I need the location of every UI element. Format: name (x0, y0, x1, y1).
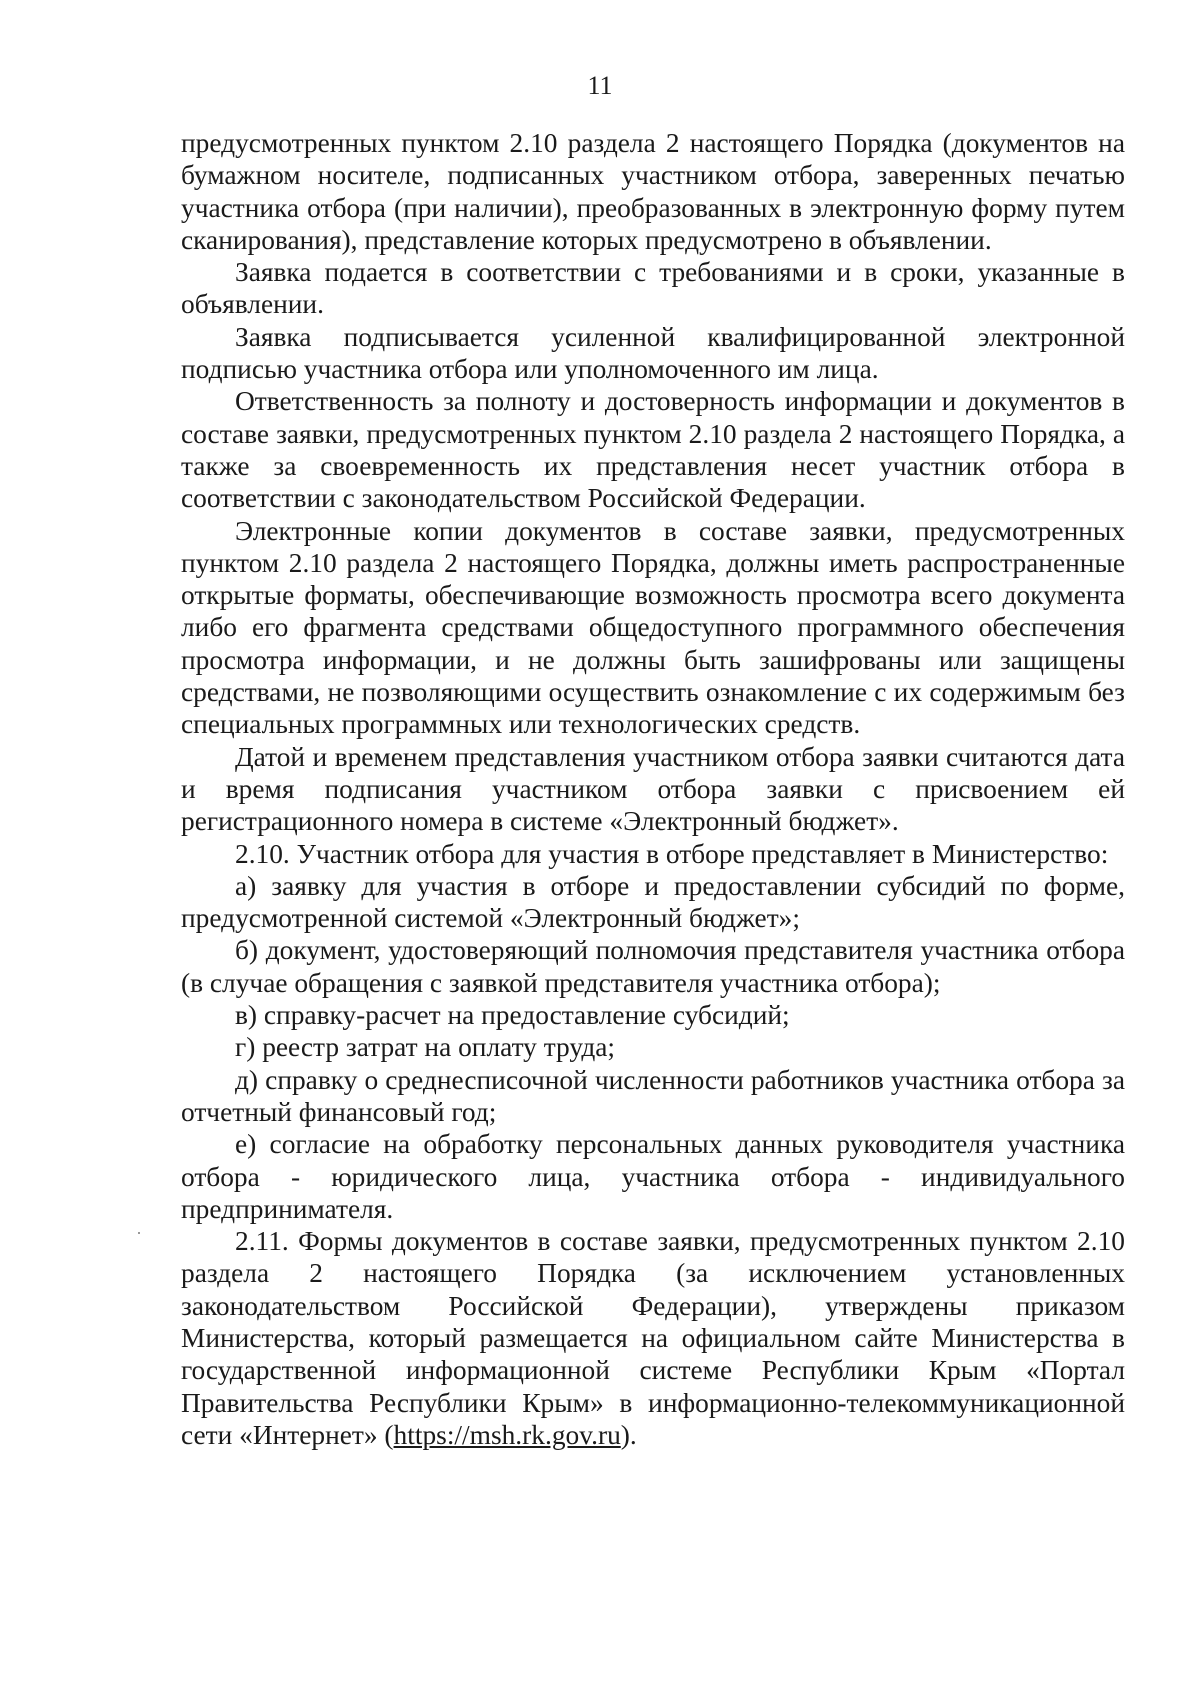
paragraph-continuation: предусмотренных пунктом 2.10 раздела 2 настоящего Порядка (документов на бумажном носителе, подписанных участником отбора, заверенных печатью участника отбора (при наличии), преобразованных в электронную форму путем сканирования), представление которых предусмотрено в объявлении. (181, 128, 1125, 255)
paragraph-electronic-copies: Электронные копии документов в составе заявки, предусмотренных пунктом 2.10 раздела 2 настоящего Порядка, должны иметь распространенные открытые форматы, обеспечивающие возможность просмотра всего документа либо его фрагмента средствами общедоступного программного обеспечения просмотра информации, и не должны быть зашифрованы или защищены средствами, не позволяющими осуществить ознакомление с их содержимым без специальных программных или технологических средств. (181, 515, 1125, 740)
document-body (181, 127, 1125, 1451)
paragraph-submission-date: Датой и временем представления участником отбора заявки считаются дата и время подписания участником отбора заявки с присвоением ей регистрационного номера в системе «Электронный бюджет». (181, 741, 1125, 837)
paragraph-submission-terms: Заявка подается в соответствии с требованиями и в сроки, указанные в объявлении. (181, 257, 1125, 320)
margin-speck (138, 1232, 140, 1234)
paragraph-responsibility: Ответственность за полноту и достоверность информации и документов в составе заявки, предусмотренных пунктом 2.10 раздела 2 настоящего Порядка, а также за своевременность их представления несет участник отбора в соответствии с законодательством Российской Федерации. (181, 386, 1125, 514)
page-number: 11 (587, 71, 613, 100)
list-item-d: д) справку о среднесписочной численности работников участника отбора за отчетный финансовый год; (181, 1064, 1125, 1127)
paragraph-signature: Заявка подписывается усиленной квалифицированной электронной подписью участника отбора или уполномоченного им лица. (181, 321, 1125, 385)
list-item-e: е) согласие на обработку персональных данных руководителя участника отбора - юридического лица, участника отбора - индивидуального предпринимателя. (181, 1129, 1125, 1224)
list-item-a: а) заявку для участия в отборе и предоставлении субсидий по форме, предусмотренной системой «Электронный бюджет»; (181, 870, 1125, 934)
list-item-b: б) документ, удостоверяющий полномочия представителя участника отбора (в случае обращения с заявкой представителя участника отбора); (181, 935, 1125, 998)
section-2-10-heading: 2.10. Участник отбора для участия в отборе представляет в Министерство: (235, 838, 1109, 869)
section-2-11 (181, 1225, 1125, 1451)
list-item-v: в) справку-расчет на предоставление субсидий; (235, 1000, 790, 1031)
section-2-11-text: 2.11. Формы документов в составе заявки, предусмотренных пунктом 2.10 раздела 2 настоящего Порядка (за исключением установленных законодательством Российской Федерации), утверждены приказом Министерства, который размещается на официальном сайте Министерства в государственной информационной системе Республики Крым «Портал Правительства Республики Крым» в информационно-телекоммуникационной сети «Интернет» ( (181, 1226, 1125, 1450)
list-item-g: г) реестр затрат на оплату труда; (235, 1032, 616, 1063)
website-link[interactable]: https://msh.rk.gov.ru (393, 1419, 621, 1450)
section-2-11-closing: ). (620, 1419, 637, 1450)
